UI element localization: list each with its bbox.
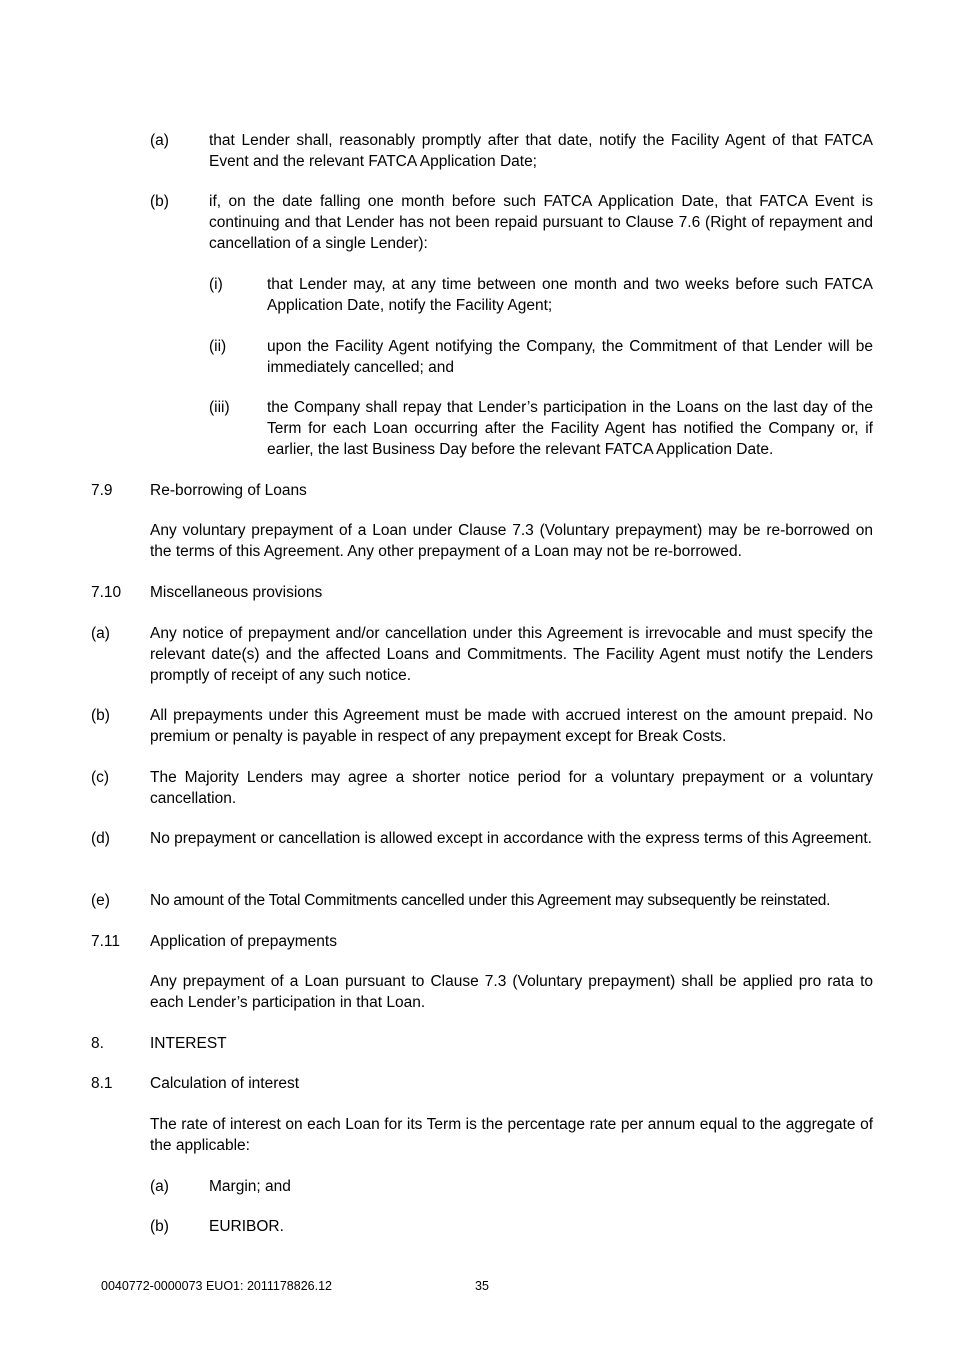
interest-label-b: (b) — [150, 1218, 169, 1235]
subitem-text-ii: upon the Facility Agent notifying the Company, the Commitment of that Lender will be immediately cancelled; and — [267, 338, 873, 376]
clause-text-b: All prepayments under this Agreement must be made with accrued interest on the amount prepaid. No premium or penalty is payable in respect of any prepayment except for Break Costs. — [150, 707, 873, 745]
item-label-b: (b) — [150, 193, 169, 210]
subitem-label-iii: (iii) — [209, 399, 230, 416]
page-number: 35 — [475, 1279, 489, 1293]
clause-label-a: (a) — [91, 625, 110, 642]
item-text-a: that Lender shall, reasonably promptly after that date, notify the Facility Agent of that FATCA Event and the relevant FATCA Application Date; — [209, 132, 873, 170]
item-text-b: if, on the date falling one month before such FATCA Application Date, that FATCA Event is continuing and that Lender has not been repaid pursuant to Clause 7.6 (Right of repayment and cancellation of a single Lender): — [209, 193, 873, 252]
section-heading-7-11: Application of prepayments — [150, 933, 337, 950]
interest-text-a: Margin; and — [209, 1178, 291, 1195]
clause-text-e: No amount of the Total Commitments cancelled under this Agreement may subsequently be reinstated. — [150, 892, 831, 909]
clause-label-c: (c) — [91, 769, 110, 786]
footer-document-reference: 0040772-0000073 EUO1: 2011178826.12 — [101, 1279, 332, 1293]
clause-text-c: The Majority Lenders may agree a shorter notice period for a voluntary prepayment or a voluntary cancellation. — [150, 769, 873, 807]
clause-text-d: No prepayment or cancellation is allowed except in accordance with the express terms of this Agreement. — [150, 830, 872, 847]
section-body-8-1: The rate of interest on each Loan for its Term is the percentage rate per annum equal to the aggregate of the applicable: — [150, 1116, 873, 1154]
section-number-7-11: 7.11 — [91, 933, 121, 950]
section-number-7-9: 7.9 — [91, 482, 113, 499]
section-body-7-11: Any prepayment of a Loan pursuant to Clause 7.3 (Voluntary prepayment) shall be applied pro rata to each Lender’s participation in that Loan. — [150, 973, 873, 1011]
section-heading-8-1: Calculation of interest — [150, 1075, 300, 1092]
subitem-label-i: (i) — [209, 276, 223, 293]
clause-text-a: Any notice of prepayment and/or cancellation under this Agreement is irrevocable and must specify the relevant date(s) and the affected Loans and Commitments. The Facility Agent must notify the Lenders promptly of receipt of any such notice. — [150, 625, 873, 684]
section-heading-7-10: Miscellaneous provisions — [150, 584, 323, 601]
section-number-8-1: 8.1 — [91, 1075, 113, 1092]
item-label-a: (a) — [150, 132, 169, 149]
subitem-label-ii: (ii) — [209, 338, 227, 355]
section-heading-8: INTEREST — [150, 1035, 227, 1052]
section-body-7-9: Any voluntary prepayment of a Loan under Clause 7.3 (Voluntary prepayment) may be re-borrowed on the terms of this Agreement. Any other prepayment of a Loan may not be re-borrowed. — [150, 522, 873, 560]
clause-label-b: (b) — [91, 707, 110, 724]
clause-label-e: (e) — [91, 892, 110, 909]
subitem-text-i: that Lender may, at any time between one month and two weeks before such FATCA Application Date, notify the Facility Agent; — [267, 276, 873, 314]
interest-text-b: EURIBOR. — [209, 1218, 284, 1235]
interest-label-a: (a) — [150, 1178, 169, 1195]
subitem-text-iii: the Company shall repay that Lender’s participation in the Loans on the last day of the Term for each Loan occurring after the Facility Agent has notified the Company or, if earlier, the last Business Day before the relevant FATCA Application Date. — [267, 399, 873, 458]
section-number-8: 8. — [91, 1035, 104, 1052]
section-heading-7-9: Re-borrowing of Loans — [150, 482, 307, 499]
clause-label-d: (d) — [91, 830, 110, 847]
section-number-7-10: 7.10 — [91, 584, 122, 601]
